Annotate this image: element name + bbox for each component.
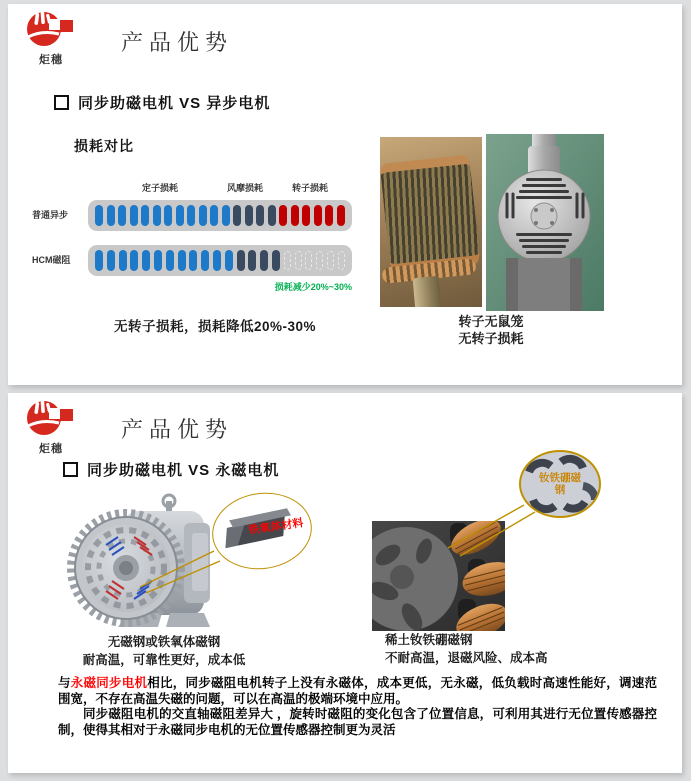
loss-pill-navy bbox=[245, 205, 253, 226]
loss-pill-blue bbox=[187, 205, 195, 226]
loss-pill-blue bbox=[130, 250, 138, 271]
para1-rest: 相比，同步磁阻电机转子上没有永磁体，成本更低，无永磁，低负载时高速性能好，调速范围宽，不存在高温失磁的问题，可以在高温的极端环境中应用。 bbox=[58, 676, 657, 706]
chart-summary-note: 无转子损耗，损耗降低20%-30% bbox=[114, 319, 317, 334]
loss-pill-blue bbox=[118, 205, 126, 226]
para1-highlight: 永磁同步电机 bbox=[70, 676, 148, 690]
section-heading-text: 同步助磁电机 VS 异步电机 bbox=[78, 95, 271, 112]
loss-pill-blue bbox=[95, 250, 103, 271]
paragraph-1 bbox=[58, 676, 657, 707]
rotor-shaft-graphic bbox=[413, 276, 442, 307]
ndfeb-callout bbox=[519, 450, 601, 518]
chart-segment-label-windage: 风摩损耗 bbox=[226, 183, 263, 193]
slide-2 bbox=[8, 393, 682, 773]
loss-pill-blue bbox=[166, 250, 174, 271]
photo-caption-line2: 无转子损耗 bbox=[458, 331, 524, 346]
company-logo bbox=[26, 10, 76, 67]
loss-pill-blue bbox=[176, 205, 184, 226]
loss-pill-empty bbox=[316, 251, 323, 270]
reluctance-rotor-photo bbox=[486, 134, 604, 311]
loss-pill-empty bbox=[327, 251, 334, 270]
chart-row-label-async: 普通异步 bbox=[32, 210, 69, 220]
loss-pill-blue bbox=[178, 250, 186, 271]
loss-pill-red bbox=[291, 205, 299, 226]
loss-pill-navy bbox=[233, 205, 241, 226]
left-motor-caption bbox=[58, 634, 270, 669]
loss-pill-blue bbox=[210, 205, 218, 226]
loss-pill-red bbox=[314, 205, 322, 226]
loss-pill-blue bbox=[119, 250, 127, 271]
squirrel-cage-rotor-photo bbox=[380, 137, 482, 307]
right-motor-caption bbox=[385, 632, 548, 667]
torch-logo-icon bbox=[27, 35, 75, 52]
section-heading-text: 同步助磁电机 VS 永磁电机 bbox=[87, 462, 280, 479]
square-bullet-icon bbox=[63, 462, 78, 477]
reluctance-motor-render bbox=[66, 493, 216, 633]
rotor-core-graphic bbox=[380, 155, 481, 274]
loss-pill-navy bbox=[237, 250, 245, 271]
loss-pill-navy bbox=[272, 250, 280, 271]
para1-prefix: 与 bbox=[58, 676, 71, 690]
logo-text: 炬穗 bbox=[39, 443, 63, 455]
company-logo bbox=[26, 399, 76, 456]
loss-pill-red bbox=[325, 205, 333, 226]
loss-pill-blue bbox=[142, 250, 150, 271]
right-caption-line1: 稀土钕铁硼磁钢 bbox=[385, 633, 473, 647]
left-caption-line2: 耐高温，可靠性更好，成本低 bbox=[82, 652, 246, 667]
loss-pill-blue bbox=[141, 205, 149, 226]
loss-pill-blue bbox=[107, 205, 115, 226]
loss-pill-blue bbox=[130, 205, 138, 226]
loss-pill-blue bbox=[107, 250, 115, 271]
loss-pill-blue bbox=[213, 250, 221, 271]
loss-pill-empty bbox=[305, 251, 312, 270]
photo-caption-line1: 转子无鼠笼 bbox=[458, 314, 524, 329]
chart-segment-label-stator: 定子损耗 bbox=[141, 183, 178, 193]
slide-1 bbox=[8, 4, 682, 385]
ferrite-callout bbox=[207, 486, 317, 575]
loss-pill-blue bbox=[153, 205, 161, 226]
loss-pill-blue bbox=[225, 250, 233, 271]
loss-reduction-annotation: 损耗减少20%~30% bbox=[274, 282, 352, 292]
loss-pill-blue bbox=[199, 205, 207, 226]
loss-pill-blue bbox=[222, 205, 230, 226]
chart-title: 损耗对比 bbox=[74, 138, 134, 154]
comparison-paragraphs bbox=[58, 676, 657, 738]
left-caption-line1: 无磁钢或铁氧体磁钢 bbox=[107, 635, 221, 649]
loss-pill-empty bbox=[295, 251, 302, 270]
torch-logo-icon bbox=[27, 424, 75, 441]
ndfeb-callout-line2: 钢 bbox=[554, 484, 566, 496]
square-bullet-icon bbox=[54, 95, 69, 110]
loss-pill-blue bbox=[164, 205, 172, 226]
loss-pill-blue bbox=[201, 250, 209, 271]
loss-pill-red bbox=[337, 205, 345, 226]
loss-bar-hcm bbox=[88, 245, 352, 276]
loss-pill-navy bbox=[256, 205, 264, 226]
loss-pill-navy bbox=[268, 205, 276, 226]
chart-row-label-hcm: HCM磁阻 bbox=[32, 255, 71, 265]
section-heading bbox=[63, 459, 279, 480]
loss-pill-navy bbox=[248, 250, 256, 271]
loss-pill-empty bbox=[284, 251, 291, 270]
copper-winding-stator-photo bbox=[372, 521, 505, 631]
loss-pill-red bbox=[279, 205, 287, 226]
page-title: 产品优势 bbox=[121, 31, 234, 56]
photo-caption bbox=[401, 313, 581, 347]
page-title: 产品优势 bbox=[121, 418, 234, 443]
paragraph-2: 同步磁阻电机的交直轴磁阻差异大 ，旋转时磁阻的变化包含了位置信息，可利用其进行无位置传感器控制，使得其相对于永磁同步电机的无位置传感器控制更为灵活 bbox=[58, 707, 657, 737]
loss-pill-blue bbox=[189, 250, 197, 271]
loss-pill-blue bbox=[95, 205, 103, 226]
section-heading bbox=[54, 92, 270, 113]
loss-bar-async bbox=[88, 200, 352, 231]
loss-pill-navy bbox=[260, 250, 268, 271]
loss-pill-red bbox=[302, 205, 310, 226]
ferrite-callout-label: 铁氧体材料 bbox=[248, 517, 305, 537]
loss-pill-empty bbox=[338, 251, 345, 270]
right-caption-line2: 不耐高温，退磁风险、成本高 bbox=[385, 650, 548, 665]
ndfeb-callout-line1: 钕铁硼磁 bbox=[539, 472, 581, 484]
loss-pill-blue bbox=[154, 250, 162, 271]
ndfeb-callout-label bbox=[521, 452, 599, 516]
logo-text: 炬穗 bbox=[39, 54, 63, 66]
chart-segment-label-rotor: 转子损耗 bbox=[291, 183, 328, 193]
